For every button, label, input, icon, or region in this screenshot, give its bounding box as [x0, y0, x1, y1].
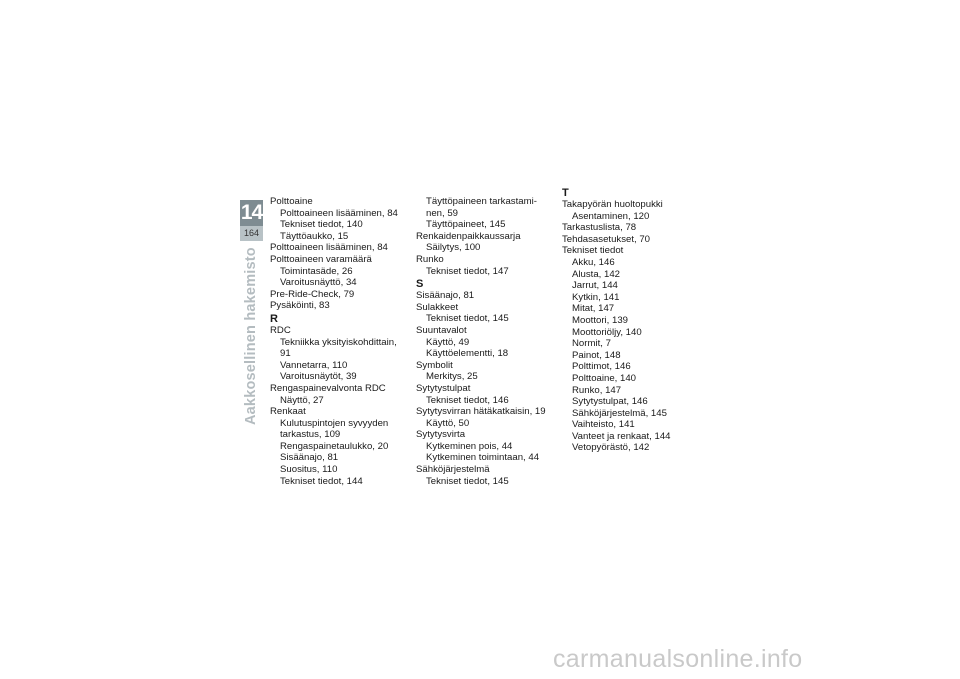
index-entry-sub: Kulutuspintojen syvyyden: [280, 417, 389, 429]
index-entry: [416, 231, 556, 254]
index-entry-sub: Tekniset tiedot, 144: [280, 475, 363, 487]
index-entry-sub: Rengaspainetaulukko, 20: [280, 440, 389, 452]
index-entry-main: Rengaspainevalvonta RDC: [270, 382, 386, 394]
index-entry-main: Takapyörän huoltopukki: [562, 199, 663, 210]
index-entry-sub: Täyttöpaineet, 145: [426, 219, 506, 231]
index-entry: [416, 254, 556, 277]
index-entry-sub: Polttimot, 146: [572, 361, 631, 373]
index-entry-sub: nen, 59: [426, 207, 459, 219]
index-entry-main: Pre-Ride-Check, 79: [270, 288, 355, 300]
index-entry-sub: Käyttö, 50: [426, 417, 470, 429]
index-entry-sub: Käyttö, 49: [426, 336, 470, 348]
index-entry-sub: Vannetarra, 110: [280, 359, 348, 371]
index-entry-main: Polttoaineen lisääminen, 84: [270, 242, 388, 254]
index-entry-sub: Tekniset tiedot, 140: [280, 219, 363, 231]
index-entry-sub: Sisäänajo, 81: [280, 452, 339, 464]
index-entry-sub: Varoitusnäyttö, 34: [280, 277, 357, 289]
index-entry-main: Symbolit: [416, 359, 453, 371]
index-entry-main: Tekniset tiedot: [562, 245, 624, 257]
index-entry: [416, 302, 556, 325]
entries-r-cont: [416, 231, 556, 277]
index-column-1: [270, 196, 410, 487]
index-entry-sub: Vetopyörästö, 142: [572, 442, 650, 454]
index-entry-sub: Alusta, 142: [572, 268, 621, 280]
index-entry-sub: Tekniset tiedot, 147: [426, 265, 509, 277]
index-entry-main: Sytytystulpat: [416, 382, 471, 394]
index-entry-main: Renkaat: [270, 406, 306, 418]
index-entry-sub: Käyttöelementti, 18: [426, 348, 509, 360]
index-entry: [562, 245, 702, 454]
index-entry-sub: Tekniset tiedot, 145: [426, 313, 509, 325]
index-entry: [270, 254, 410, 289]
entries-p: [270, 196, 410, 312]
index-entry: [270, 325, 410, 383]
index-entry-sub: Akku, 146: [572, 256, 615, 268]
index-entry-main: Polttoaineen varamäärä: [270, 253, 372, 265]
letter-heading-r: R: [270, 312, 278, 325]
chapter-tab: [240, 200, 263, 241]
entries-s: [416, 290, 556, 487]
index-entry-sub: Kytkeminen toimintaan, 44: [426, 452, 540, 464]
index-entry-sub: Toimintasäde, 26: [280, 265, 353, 277]
index-entry-sub: Normit, 7: [572, 338, 611, 350]
index-entry: [270, 383, 410, 406]
index-entry: [416, 290, 556, 302]
index-entry-main: Sisäänajo, 81: [416, 290, 475, 302]
index-entry: [416, 360, 556, 383]
chapter-title: Aakkosellinen hakemisto: [243, 247, 259, 425]
index-column-2: [416, 196, 556, 487]
index-entry-sub: Näyttö, 27: [280, 394, 324, 406]
index-entry-main: Sytytysvirta: [416, 429, 466, 441]
index-entry-main: RDC: [270, 324, 291, 336]
index-entry: [270, 196, 410, 242]
index-entry-main: Renkaidenpaikkaussarja: [416, 230, 521, 242]
index-entry-sub: Polttoaine, 140: [572, 372, 637, 384]
index-entry-sub: Moottoriöljy, 140: [572, 326, 642, 338]
index-entry-main: Pysäköinti, 83: [270, 300, 330, 312]
index-entry: [562, 199, 702, 222]
index-entry-sub: Säilytys, 100: [426, 242, 481, 254]
index-entry-sub: Jarrut, 144: [572, 280, 618, 292]
index-entry-sub: Vanteet ja renkaat, 144: [572, 430, 671, 442]
index-entry: [416, 429, 556, 464]
entries-t: [562, 199, 702, 454]
index-entry: [416, 406, 556, 429]
index-entry-sub: Tekniikka yksityiskohdittain, 91: [280, 336, 397, 360]
index-entry-sub: Vaihteisto, 141: [572, 419, 635, 431]
index-entry-main: Tehdasasetukset, 70: [562, 233, 651, 245]
index-entry-sub: tarkastus, 109: [280, 429, 341, 441]
index-entry-sub: Varoitusnäytöt, 39: [280, 371, 357, 383]
index-entry-sub: Tekniset tiedot, 145: [426, 475, 509, 487]
index-entry-main: Suuntavalot: [416, 324, 467, 336]
index-entry-sub: Polttoaineen lisääminen, 84: [280, 207, 398, 219]
chapter-number: 14: [240, 201, 263, 224]
index-entry-main: Sähköjärjestelmä: [416, 464, 490, 476]
entries-r: [270, 325, 410, 487]
index-entry: [416, 325, 556, 360]
index-entry-sub: Merkitys, 25: [426, 371, 478, 383]
index-entry-main: Tarkastuslista, 78: [562, 222, 637, 234]
index-entry-main: Sytytysvirran hätäkatkaisin, 19: [416, 406, 546, 418]
index-entry-sub: Kytkin, 141: [572, 291, 620, 303]
index-entry-sub: Täyttöaukko, 15: [280, 230, 349, 242]
index-entry-main: Polttoaine: [270, 196, 313, 207]
index-entry-sub: Täyttöpaineen tarkastami-: [426, 196, 537, 207]
watermark: carmanualsonline.info: [553, 645, 803, 673]
index-entry: [416, 383, 556, 406]
index-entry-sub: Kytkeminen pois, 44: [426, 440, 513, 452]
index-entry-sub: Suositus, 110: [280, 464, 338, 476]
index-entry-main: Runko: [416, 253, 444, 265]
index-entry: [270, 406, 410, 487]
page-number: 164: [240, 226, 263, 241]
index-entry-sub: Runko, 147: [572, 384, 622, 396]
index-entry-sub: Painot, 148: [572, 349, 621, 361]
index-entry-main: Sulakkeet: [416, 301, 459, 313]
index-entry-sub: Mitat, 147: [572, 303, 615, 315]
index-entry-sub: Sytytystulpat, 146: [572, 396, 648, 408]
entries-continued: [416, 196, 556, 231]
index-entry: [562, 234, 702, 246]
index-entry: [416, 464, 556, 487]
index-entry: [270, 289, 410, 301]
index-entry-sub: Asentaminen, 120: [572, 210, 650, 222]
letter-heading-t: T: [562, 187, 569, 199]
index-entry-sub: Tekniset tiedot, 146: [426, 394, 509, 406]
index-column-3: [562, 186, 702, 454]
index-entry: [562, 222, 702, 234]
index-entry-sub: Sähköjärjestelmä, 145: [572, 407, 667, 419]
index-entry: [270, 300, 410, 312]
index-entry-sub: Moottori, 139: [572, 314, 628, 326]
index-entry: [270, 242, 410, 254]
letter-heading-s: S: [416, 278, 424, 291]
